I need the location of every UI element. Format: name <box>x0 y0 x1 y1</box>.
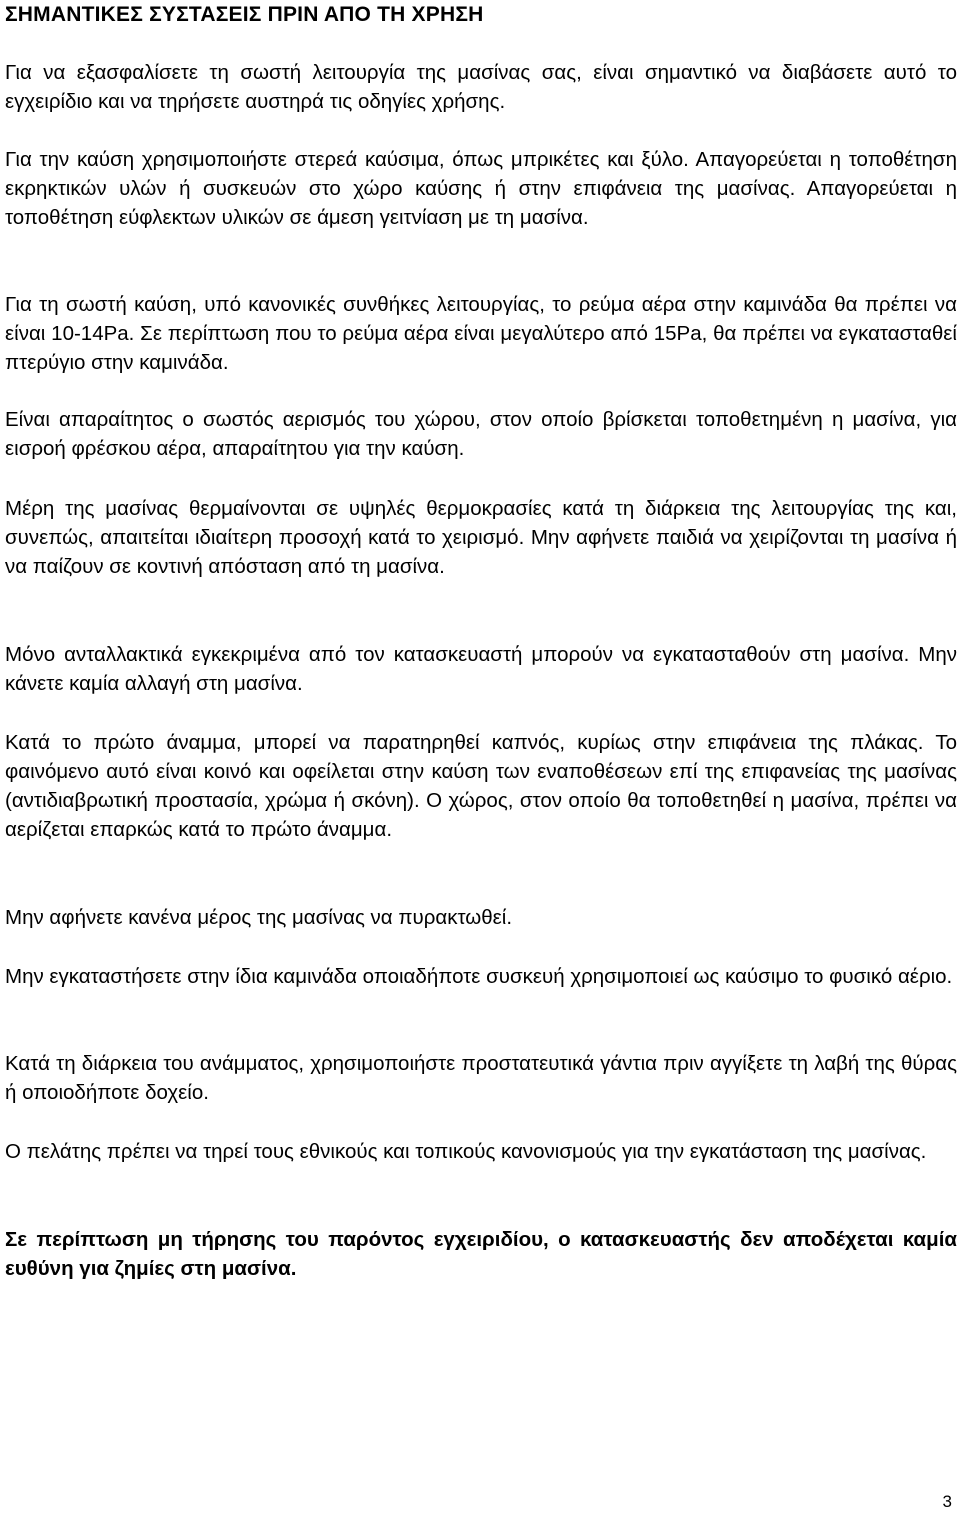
page-title: ΣΗΜΑΝΤΙΚΕΣ ΣΥΣΤΑΣΕΙΣ ΠΡΙΝ ΑΠΟ ΤΗ ΧΡΗΣΗ <box>5 3 484 26</box>
warning-text: Σε περίπτωση μη τήρησης του παρόντος εγχειριδίου, ο κατασκευαστής δεν αποδέχεται καμία ευθύνη για ζημίες στη μασίνα. <box>5 1228 957 1280</box>
paragraph-gloves: Κατά τη διάρκεια του ανάμματος, χρησιμοποιήστε προστατευτικά γάντια πριν αγγίξετε τη λαβή της θύρας ή οποιοδήποτε δοχείο. <box>5 1052 957 1104</box>
paragraph-overheating: Μην αφήνετε κανένα μέρος της μασίνας να πυρακτωθεί. <box>5 906 513 929</box>
paragraph-fuel: Για την καύση χρησιμοποιήστε στερεά καύσιμα, όπως μπρικέτες και ξύλο. Απαγορεύεται η τοποθέτηση εκρηκτικών υλών ή συσκευών στο χώρο καύσης ή στην επιφάνεια της μασίνας. Απαγορεύεται η τοποθέτηση εύφλεκτων υλικών σε άμεση γειτνίαση με τη μασίνα. <box>5 148 957 229</box>
paragraph-gas-chimney: Μην εγκαταστήσετε στην ίδια καμινάδα οποιαδήποτε συσκευή χρησιμοποιεί ως καύσιμο το φυσικό αέριο. <box>5 965 953 988</box>
paragraph-first-lighting: Κατά το πρώτο άναμμα, μπορεί να παρατηρηθεί καπνός, κυρίως στην επιφάνεια της πλάκας. Το φαινόμενο αυτό είναι κοινό και οφείλεται στην καύση των εναποθέσεων επί της επιφανείας της μασίνας (αντιδιαβρωτική προστασία, χρώμα ή σκόνη). Ο χώρος, στον οποίο θα τοποθετηθεί η μασίνα, πρέπει να αερίζεται επαρκώς κατά το πρώτο άναμμα. <box>5 731 957 841</box>
page-number: 3 <box>942 1492 952 1511</box>
paragraph-spare-parts: Μόνο ανταλλακτικά εγκεκριμένα από τον κατασκευαστή μπορούν να εγκατασταθούν στη μασίνα. Μην κάνετε καμία αλλαγή στη μασίνα. <box>5 643 957 695</box>
paragraph-hot-parts: Μέρη της μασίνας θερμαίνονται σε υψηλές θερμοκρασίες κατά τη διάρκεια της λειτουργίας της και, συνεπώς, απαιτείται ιδιαίτερη προσοχή κατά το χειρισμό. Μην αφήνετε παιδιά να χειρίζονται τη μασίνα ή να παίζουν σε κοντινή απόσταση από τη μασίνα. <box>5 497 957 578</box>
paragraph-ventilation: Είναι απαραίτητος ο σωστός αερισμός του χώρου, στον οποίο βρίσκεται τοποθετημένη η μασίνα, για εισροή φρέσκου αέρα, απαραίτητου για την καύση. <box>5 408 957 460</box>
paragraph-draft: Για τη σωστή καύση, υπό κανονικές συνθήκες λειτουργίας, το ρεύμα αέρα στην καμινάδα θα πρέπει να είναι 10-14Pa. Σε περίπτωση που το ρεύμα αέρα είναι μεγαλύτερο από 15Pa, θα πρέπει να εγκατασταθεί πτερύγιο στην καμινάδα. <box>5 293 957 374</box>
paragraph-regulations: Ο πελάτης πρέπει να τηρεί τους εθνικούς και τοπικούς κανονισμούς για την εγκατάσταση της μασίνας. <box>5 1140 927 1163</box>
paragraph-intro: Για να εξασφαλίσετε τη σωστή λειτουργία της μασίνας σας, είναι σημαντικό να διαβάσετε αυτό το εγχειρίδιο και να τηρήσετε αυστηρά τις οδηγίες χρήσης. <box>5 61 957 113</box>
